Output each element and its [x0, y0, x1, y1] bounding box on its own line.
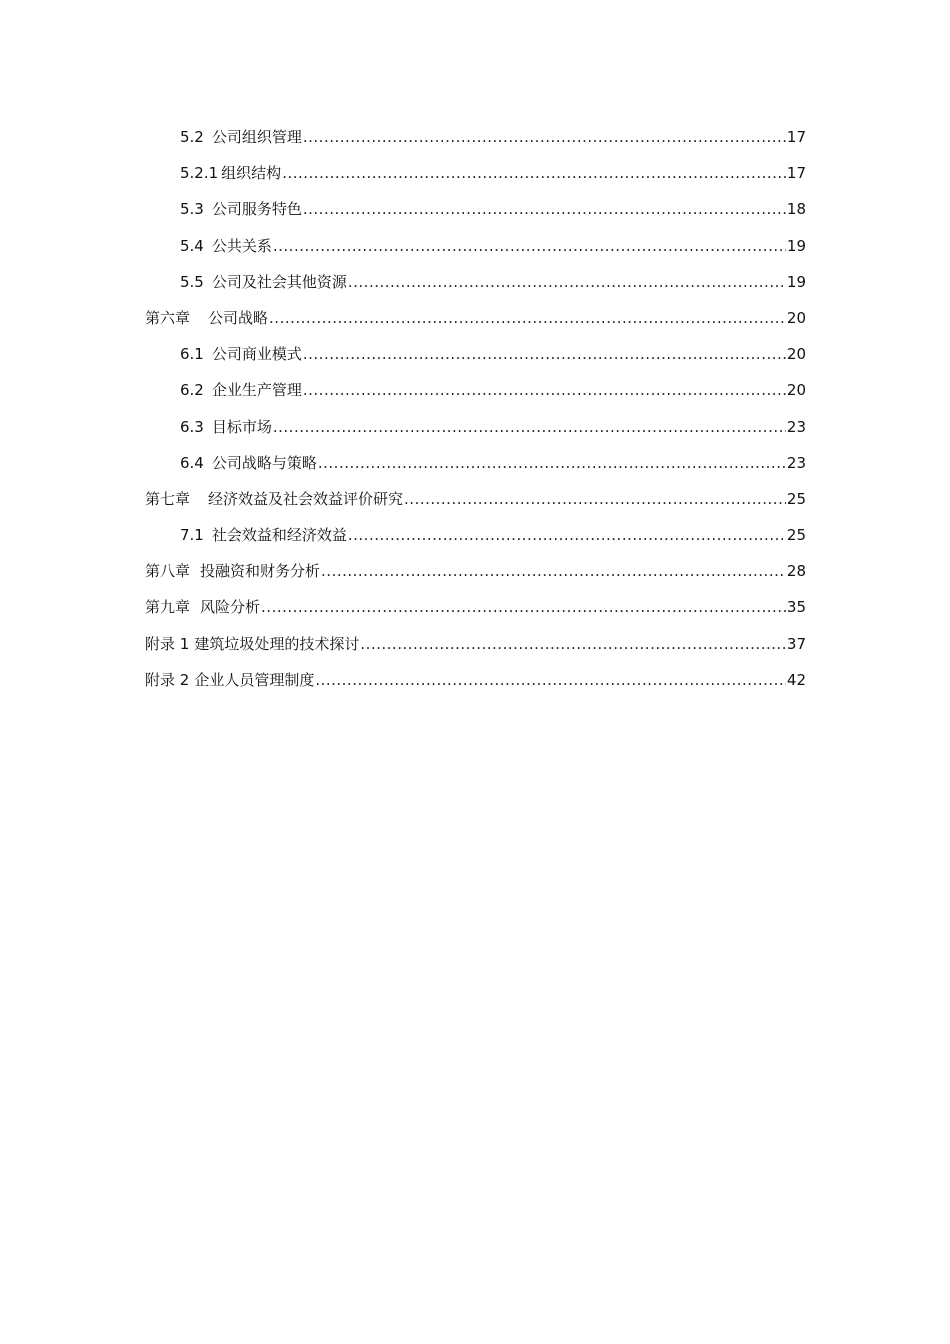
toc-dot-leader [318, 450, 786, 476]
toc-entry-title: 公共关系 [211, 236, 272, 255]
toc-dot-leader [404, 486, 786, 512]
toc-entry-number: 6.3 [180, 417, 204, 436]
toc-entry-5-2[interactable] [145, 124, 806, 160]
toc-entry-6-2[interactable] [145, 377, 806, 413]
toc-dot-leader [348, 269, 786, 295]
toc-entry-number: 6.1 [180, 345, 204, 364]
toc-entry-page: 28 [786, 562, 806, 581]
toc-entry-title: 组织结构 [221, 164, 282, 183]
toc-entry-title: 公司及社会其他资源 [211, 272, 347, 291]
toc-dot-leader [348, 522, 786, 548]
toc-entry-5-2-1[interactable] [145, 160, 806, 196]
toc-entry-chapter-9[interactable] [145, 594, 806, 630]
toc-entry-title: 公司组织管理 [211, 128, 302, 146]
toc-entry-title: 风险分析 [200, 598, 261, 617]
toc-dot-leader [273, 233, 786, 259]
toc-entry-appendix-2[interactable] [145, 667, 806, 703]
toc-entry-5-4[interactable] [145, 233, 806, 269]
toc-entry-page: 20 [786, 308, 806, 327]
toc-entry-page: 17 [786, 164, 806, 183]
toc-dot-leader [261, 594, 786, 620]
toc-entry-page: 25 [786, 489, 806, 508]
toc-dot-leader [360, 631, 786, 657]
toc-entry-number: 5.2 [180, 128, 204, 146]
toc-entry-number: 6.2 [180, 381, 204, 400]
toc-dot-leader [321, 558, 786, 584]
toc-entry-title: 公司服务特色 [211, 200, 302, 219]
toc-entry-number: 5.4 [180, 236, 204, 255]
toc-entry-chapter-7[interactable] [145, 486, 806, 522]
toc-entry-chapter-8[interactable] [145, 558, 806, 594]
toc-entry-5-5[interactable] [145, 269, 806, 305]
table-of-contents [145, 124, 806, 703]
toc-dot-leader [269, 305, 786, 331]
toc-entry-6-4[interactable] [145, 450, 806, 486]
toc-entry-title: 企业人员管理制度 [194, 670, 315, 689]
toc-entry-number: 第七章 [145, 489, 191, 508]
toc-entry-number: 第六章 [145, 308, 191, 327]
toc-entry-number: 7.1 [180, 526, 204, 545]
toc-entry-title: 公司商业模式 [211, 345, 302, 364]
toc-entry-title: 经济效益及社会效益评价研究 [208, 489, 404, 508]
toc-entry-6-1[interactable] [145, 341, 806, 377]
toc-entry-number: 5.3 [180, 200, 204, 219]
toc-entry-title: 社会效益和经济效益 [211, 526, 347, 545]
toc-entry-page: 25 [786, 526, 806, 545]
toc-entry-5-3[interactable] [145, 196, 806, 232]
toc-entry-page: 19 [786, 236, 806, 255]
toc-entry-page: 19 [786, 272, 806, 291]
toc-entry-title: 企业生产管理 [211, 381, 302, 400]
toc-entry-page: 42 [786, 670, 806, 689]
toc-dot-leader [282, 160, 786, 186]
toc-entry-title: 建筑垃圾处理的技术探讨 [194, 634, 360, 653]
toc-entry-page: 20 [786, 381, 806, 400]
toc-entry-chapter-6[interactable] [145, 305, 806, 341]
toc-entry-title: 公司战略 [208, 308, 269, 327]
toc-dot-leader [303, 341, 786, 367]
toc-entry-number: 5.2.1 [180, 164, 219, 183]
toc-entry-page: 23 [786, 453, 806, 472]
toc-entry-title: 投融资和财务分析 [200, 562, 321, 581]
toc-entry-6-3[interactable] [145, 414, 806, 450]
toc-dot-leader [303, 196, 786, 222]
toc-dot-leader [315, 667, 786, 693]
toc-entry-number: 6.4 [180, 453, 204, 472]
toc-entry-number: 附录 2 [145, 670, 190, 689]
toc-dot-leader [273, 414, 786, 440]
toc-entry-number: 5.5 [180, 272, 204, 291]
toc-entry-number: 第九章 [145, 598, 191, 617]
toc-entry-number: 附录 1 [145, 634, 190, 653]
toc-entry-page: 23 [786, 417, 806, 436]
toc-entry-page: 37 [786, 634, 806, 653]
toc-entry-number: 第八章 [145, 562, 191, 581]
toc-entry-page: 35 [786, 598, 806, 617]
toc-entry-page: 18 [786, 200, 806, 219]
toc-dot-leader [303, 377, 786, 403]
toc-entry-title: 公司战略与策略 [211, 453, 317, 472]
toc-entry-page: 17 [786, 128, 806, 146]
toc-entry-page: 20 [786, 345, 806, 364]
toc-entry-title: 目标市场 [211, 417, 272, 436]
toc-entry-appendix-1[interactable] [145, 631, 806, 667]
toc-dot-leader [303, 124, 786, 150]
toc-entry-7-1[interactable] [145, 522, 806, 558]
